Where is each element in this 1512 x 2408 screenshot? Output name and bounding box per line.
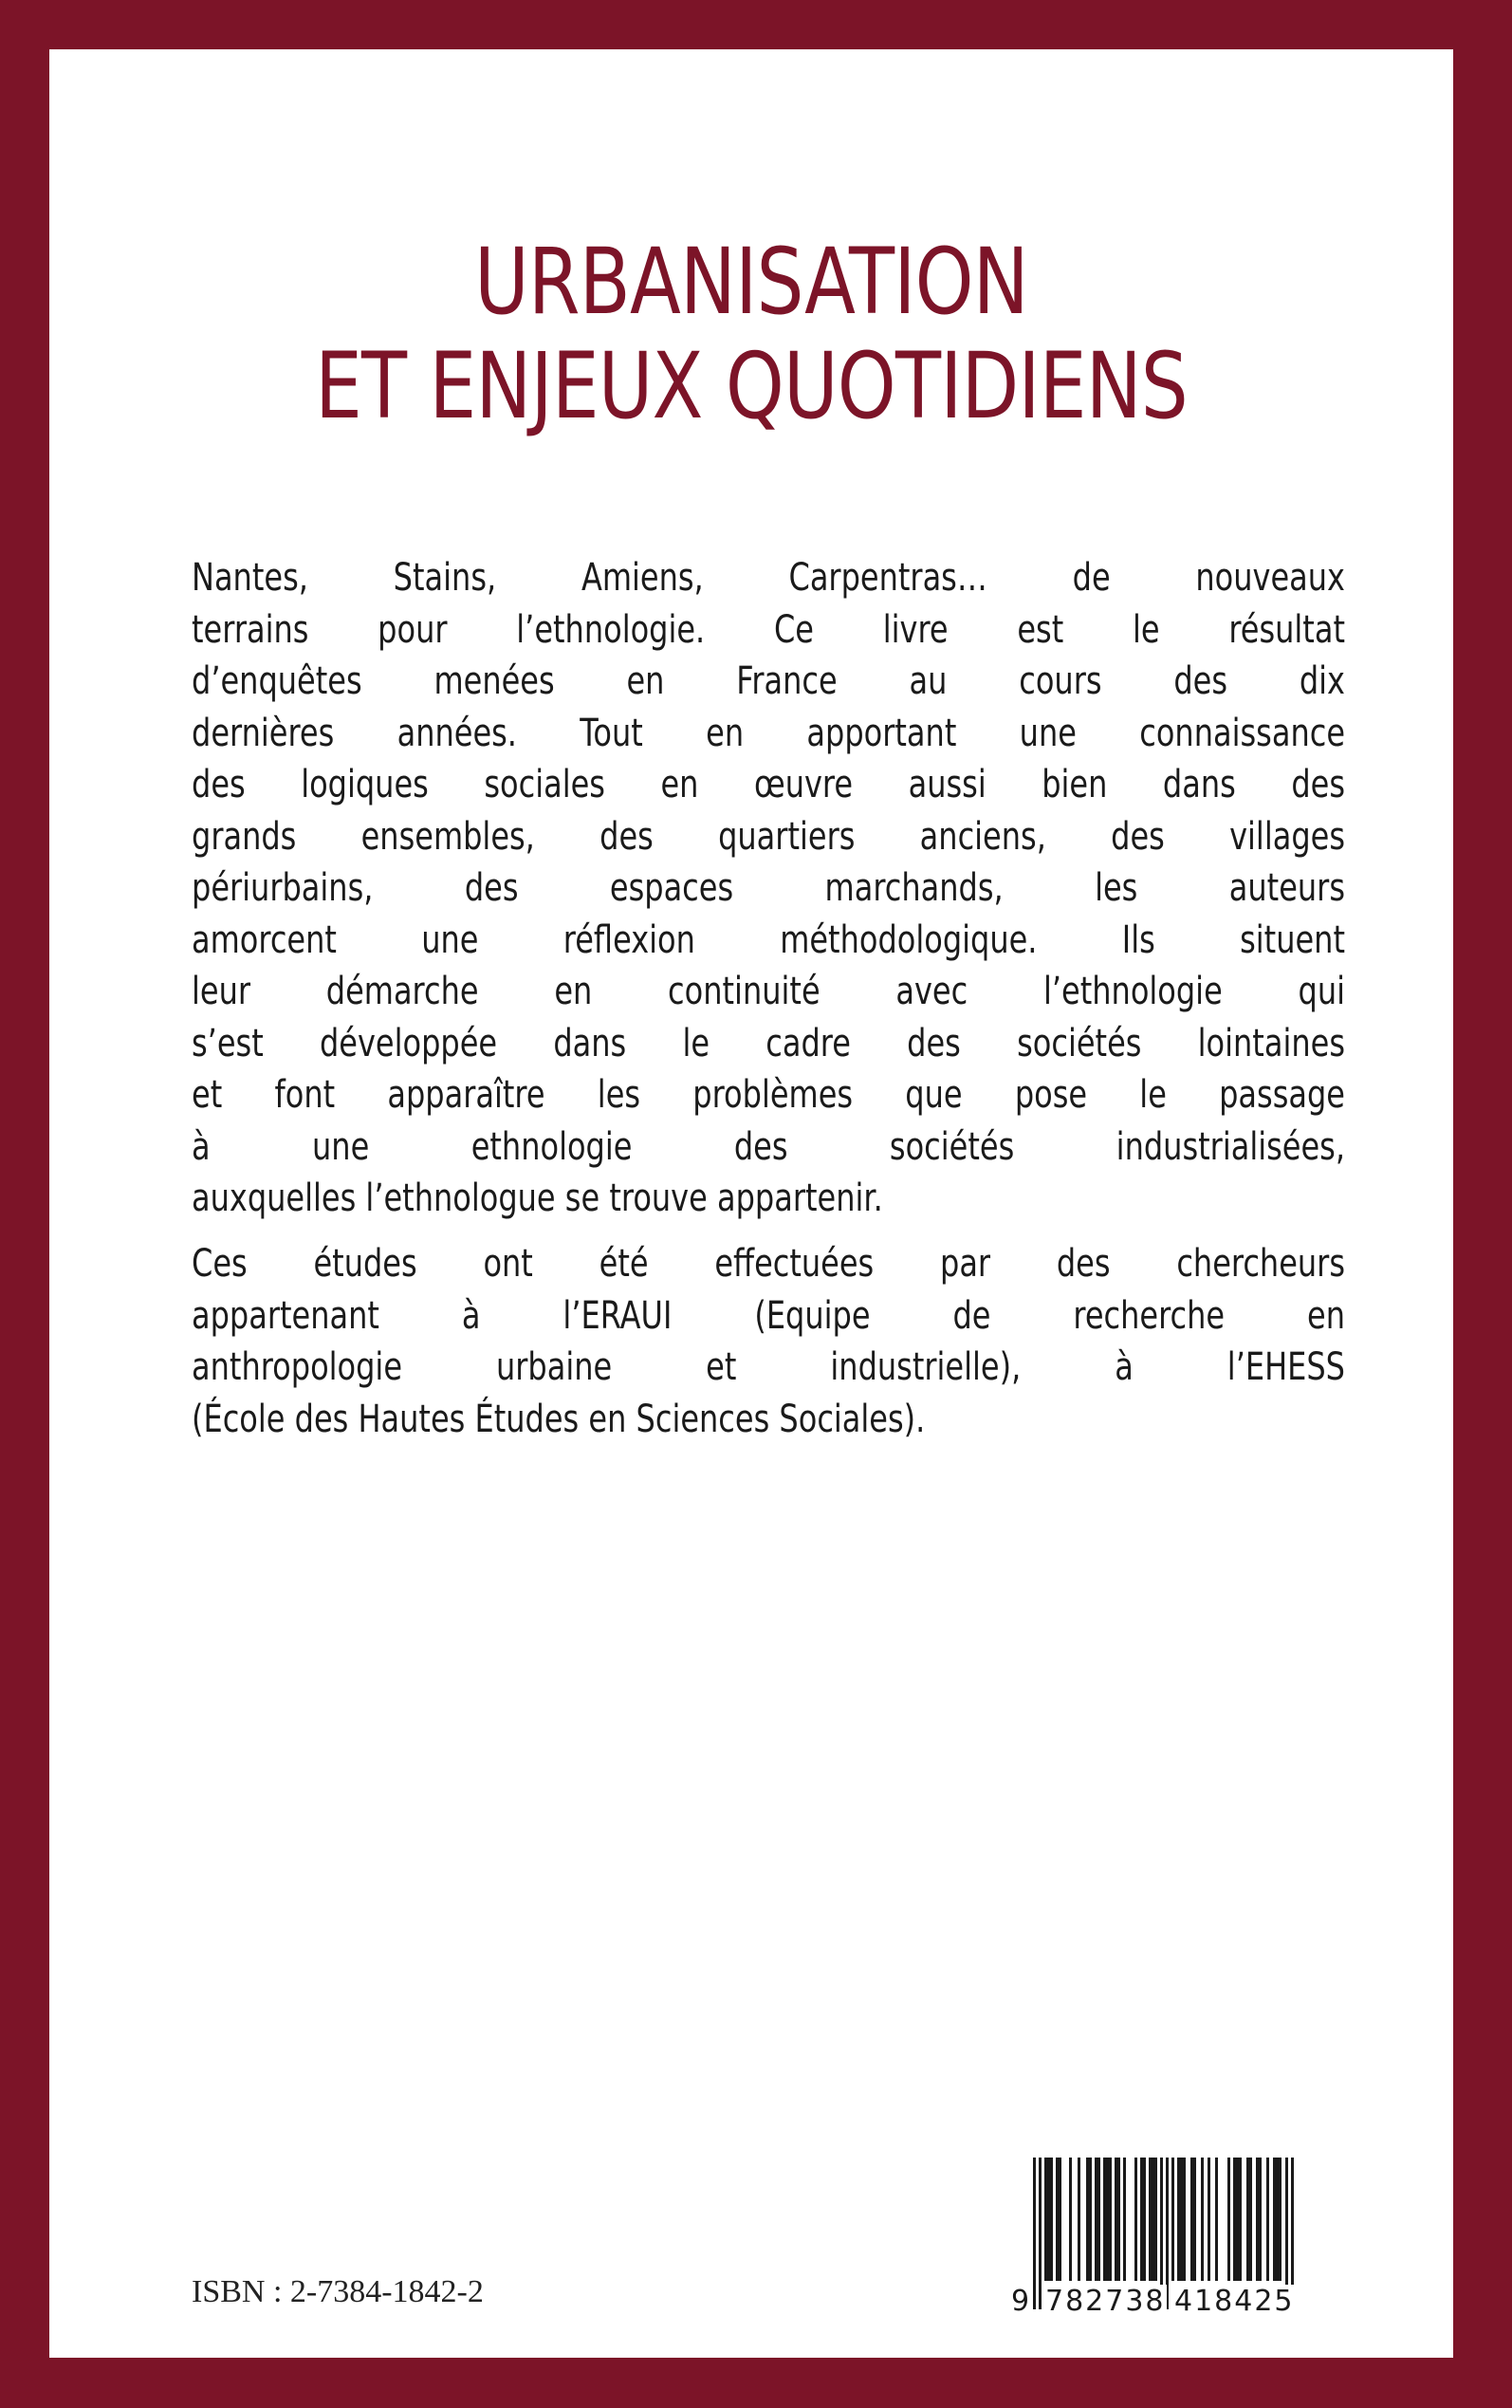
title-line-1: URBANISATION <box>474 229 1028 335</box>
barcode-left-group: 782738 <box>1045 2285 1166 2318</box>
text-line: leur démarche en continuité avec l’ethnologie qui <box>192 970 1345 1013</box>
barcode-right-group: 418425 <box>1174 2285 1295 2318</box>
text-line: terrains pour l’ethnologie. Ce livre est le résultat <box>192 607 1345 652</box>
text-line: Ces études ont été effectuées par des chercheurs <box>192 1242 1345 1286</box>
blurb-paragraph-2 <box>192 1238 1345 1445</box>
blurb-paragraph-1 <box>192 552 1345 1225</box>
text-line: (École des Hautes Études en Sciences Sociales). <box>192 1397 926 1441</box>
text-line: dernières années. Tout en apportant une connaissance <box>192 711 1345 755</box>
back-cover-page <box>49 49 1453 2358</box>
text-line: auxquelles l’ethnologue se trouve appartenir. <box>192 1176 883 1220</box>
text-line: des logiques sociales en œuvre aussi bien dans des <box>192 763 1345 806</box>
isbn-label: ISBN : 2-7384-1842-2 <box>192 2274 484 2309</box>
book-title <box>175 230 1327 438</box>
text-line: s’est développée dans le cadre des sociétés lointaines <box>192 1021 1345 1065</box>
ean-barcode <box>1011 2158 1299 2359</box>
text-line: d’enquêtes menées en France au cours des dix <box>192 659 1345 703</box>
text-line: anthropologie urbaine et industrielle), à l’EHESS <box>192 1345 1345 1389</box>
text-line: à une ethnologie des sociétés industrialisées, <box>192 1124 1345 1169</box>
text-line: grands ensembles, des quartiers anciens, des villages <box>192 814 1345 859</box>
title-line-2: ET ENJEUX QUOTIDIENS <box>315 333 1188 439</box>
text-line: appartenant à l’ERAUI (Equipe de recherche en <box>192 1293 1345 1338</box>
text-line: amorcent une réflexion méthodologique. Ils situent <box>192 917 1345 962</box>
text-line: Nantes, Stains, Amiens, Carpentras… de nouveaux <box>192 556 1345 600</box>
text-line: et font apparaître les problèmes que pose le passage <box>192 1073 1345 1117</box>
text-line: périurbains, des espaces marchands, les auteurs <box>192 866 1345 910</box>
barcode-first-digit: 9 <box>1011 2285 1032 2318</box>
